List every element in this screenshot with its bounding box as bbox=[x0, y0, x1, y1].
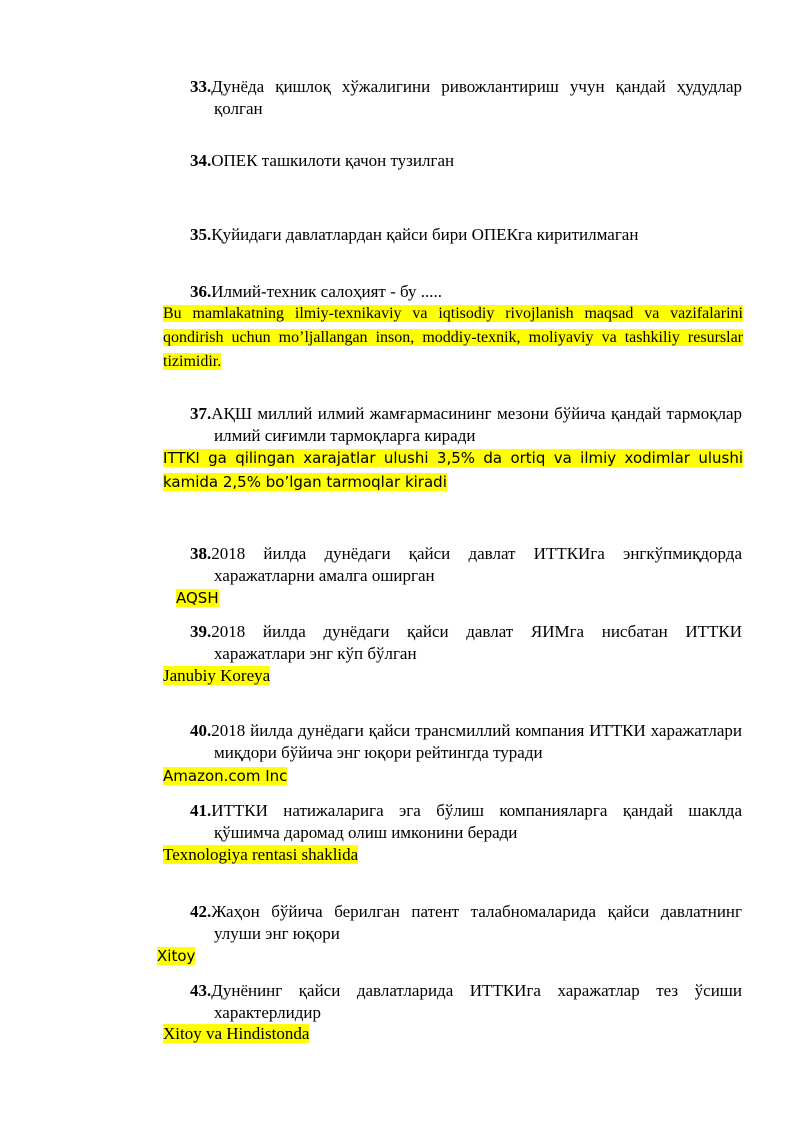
highlighted-answer: Amazon.com Inc bbox=[163, 767, 288, 785]
question-37 bbox=[0, 403, 800, 447]
question-number: 38. bbox=[190, 544, 212, 563]
question-text: Илмий-техник салоҳият - бу ..... bbox=[211, 282, 443, 301]
answer-42 bbox=[157, 944, 737, 968]
answer-37 bbox=[163, 446, 743, 494]
question-number: 36. bbox=[190, 282, 212, 301]
question-number: 37. bbox=[190, 404, 212, 423]
question-text: 2018 йилда дунёдаги қайси давлат ЯИМга нисбатан ИТТКИ харажатлари энг кўп бўлган bbox=[211, 622, 742, 663]
highlighted-answer: Janubiy Koreya bbox=[163, 666, 271, 685]
question-number: 39. bbox=[190, 622, 212, 641]
answer-41 bbox=[163, 843, 743, 866]
answer-43 bbox=[163, 1022, 743, 1045]
answer-39 bbox=[163, 664, 743, 687]
highlighted-answer: Texnologiya rentasi shaklida bbox=[163, 845, 359, 864]
highlighted-answer: Bu mamlakatning ilmiy-texnikaviy va iqtisodiy rivojlanish maqsad va vazifalarini qondirish uchun mo’ljallangan inson, moddiy-texnik, moliyaviy va tashkiliy resurslar tizimidir. bbox=[163, 305, 743, 370]
question-text: ИТТКИ натижаларига эга бўлиш компанияларга қандай шаклда қўшимча даромад олиш имконини беради bbox=[211, 801, 742, 842]
highlighted-answer: AQSH bbox=[176, 589, 219, 607]
question-36 bbox=[0, 281, 800, 303]
question-number: 34. bbox=[190, 151, 212, 170]
question-number: 41. bbox=[190, 801, 212, 820]
question-text: 2018 йилда дунёдаги қайси трансмиллий компания ИТТКИ харажатлари миқдори бўйича энг юқори рейтингда туради bbox=[211, 721, 742, 762]
question-text: Қуйидаги давлатлардан қайси бири ОПЕКга киритилмаган bbox=[211, 225, 639, 244]
question-number: 40. bbox=[190, 721, 212, 740]
question-40 bbox=[0, 720, 800, 764]
answer-38 bbox=[176, 586, 756, 610]
highlighted-answer: ITTKI ga qilingan xarajatlar ulushi 3,5% da ortiq va ilmiy xodimlar ulushi kamida 2,5% bo’lgan tarmoqlar kiradi bbox=[163, 449, 743, 491]
question-number: 33. bbox=[190, 77, 212, 96]
question-text: Дунёнинг қайси давлатларида ИТТКИга харажатлар тез ўсиши характерлидир bbox=[211, 981, 742, 1022]
question-text: Жаҳон бўйича берилган патент талабномаларида қайси давлатнинг улуши энг юқори bbox=[211, 902, 742, 943]
question-42 bbox=[0, 901, 800, 945]
answer-40 bbox=[163, 764, 743, 788]
question-text: Дунёда қишлоқ хўжалигини ривожлантириш учун қандай ҳудудлар қолган bbox=[211, 77, 742, 118]
question-35 bbox=[0, 224, 800, 246]
highlighted-answer: Xitoy va Hindistonda bbox=[163, 1024, 310, 1043]
question-41 bbox=[0, 800, 800, 844]
question-text: ОПЕК ташкилоти қачон тузилган bbox=[211, 151, 455, 170]
question-39 bbox=[0, 621, 800, 665]
question-33 bbox=[0, 76, 800, 120]
question-text: 2018 йилда дунёдаги қайси давлат ИТТКИга энгкўпмиқдорда харажатларни амалга оширган bbox=[211, 544, 742, 585]
answer-36 bbox=[163, 302, 743, 374]
question-43 bbox=[0, 980, 800, 1024]
question-number: 42. bbox=[190, 902, 212, 921]
question-34 bbox=[0, 150, 800, 172]
question-text: АҚШ миллий илмий жамғармасининг мезони бўйича қандай тармоқлар илмий сиғимли тармоқларга киради bbox=[211, 404, 742, 445]
question-number: 35. bbox=[190, 225, 212, 244]
question-38 bbox=[0, 543, 800, 587]
highlighted-answer: Xitoy bbox=[157, 947, 196, 965]
question-number: 43. bbox=[190, 981, 212, 1000]
